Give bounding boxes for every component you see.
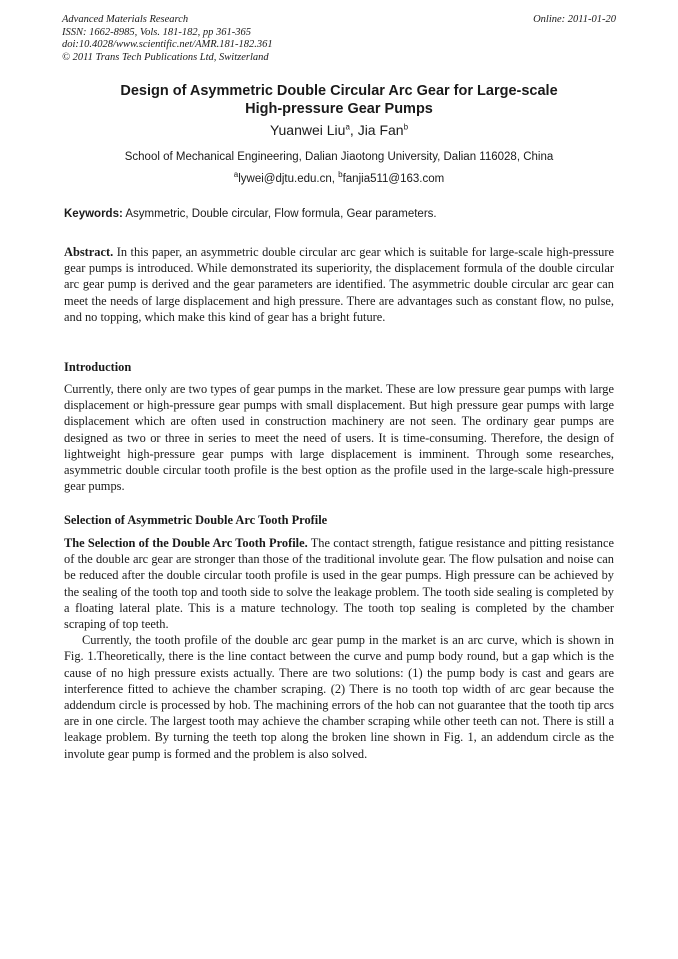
affiliation: School of Mechanical Engineering, Dalian Jiaotong University, Dalian 116028, China [124, 151, 554, 163]
keywords [64, 208, 616, 220]
email-a: lywei@djtu.edu.cn, [238, 173, 339, 185]
selection-para-2: Currently, the tooth profile of the double arc gear pump in the market is an arc curve, which is shown in Fig. 1.Theoretically, there is the line contact between the curve and pump body round, but a gap which is the cause of no high pressure exists actually. There are two solutions: (1) the pump body is cast and gears are interference fitted to achieve the chamber scraping. (2) There is no tooth top width of arc gear because the addendum circle is processed by hob. The machining errors of the hob can not guarantee that the tooth tip arcs are in one circle. The largest tooth may achieve the chamber scraping while other teeth can not. There is still a leakage problem. By turning the teeth top along the broken line shown in Fig. 1, an addendum circle as the involute gear pump is formed and the problem is also solved. [64, 633, 614, 761]
author-2-sup: b [403, 122, 409, 132]
issn-line: ISSN: 1662-8985, Vols. 181-182, pp 361-365 [62, 26, 251, 38]
email-b-sup: b [338, 170, 343, 180]
introduction-heading: Introduction [64, 360, 132, 374]
keywords-label: Keywords: [64, 208, 123, 220]
title-line-2: High-pressure Gear Pumps [245, 101, 433, 117]
journal-header [62, 14, 616, 64]
online-date: Online: 2011-01-20 [533, 14, 616, 25]
abstract-text: In this paper, an asymmetric double circular arc gear which is suitable for large-scale high-pressure gear pumps is introduced. While demonstrated its superiority, the displacement formula of the double circular arc gear pump is derived and the gear parameters are identified. The asymmetric double circular arc gear can meet the needs of large displacement and high pressure. There are advantages such as constant flow, no pulse, and no topping, which make this kind of gear has a bright future. [64, 245, 614, 324]
selection-body [64, 535, 614, 762]
author-1-sup: a [345, 122, 350, 132]
title-line-1: Design of Asymmetric Double Circular Arc Gear for Large-scale [120, 83, 558, 99]
selection-para-1-text: The contact strength, fatigue resistance and pitting resistance of the double arc gear are stronger than those of the traditional involute gear. The flow pulsation and noise can be reduced after the double circular tooth profile is used in the gear pumps. High pressure can be achieved by the sealing of the tooth top and tooth side to solve the leakage problem. The tooth side sealing is completed by a floating lateral plate. This is a mature technology. The tooth top sealing is completed by the chamber scraping of top teeth. [64, 536, 614, 632]
author-separator: , [349, 122, 358, 138]
abstract-label: Abstract. [64, 245, 114, 259]
introduction-text: Currently, there only are two types of gear pumps in the market. These are low pressure gear pumps with large displacement or high-pressure gear pumps with small displacement. But high pressure gear pumps with large displacement which are often used in construction machinery are not seen. The ordinary gear pumps are designed as two or three in series to meet the need of users. It is time-consuming. Therefore, the design of lightweight high-pressure gear pumps with large displacement is imminent. Through some researches, asymmetric double circular tooth profile is the best option as the profile used in the large-scale high-pressure gear pumps. [64, 382, 614, 494]
abstract [64, 244, 614, 325]
journal-name: Advanced Materials Research [62, 14, 189, 25]
author-2: Jia Fan [357, 122, 404, 138]
selection-para-1-label: The Selection of the Double Arc Tooth Profile. [64, 536, 308, 550]
selection-para-1 [64, 535, 614, 632]
email-a-sup: a [233, 170, 239, 180]
selection-heading: Selection of Asymmetric Double Arc Tooth Profile [64, 513, 328, 527]
copyright-line: © 2011 Trans Tech Publications Ltd, Switzerland [62, 51, 269, 63]
introduction-body [64, 381, 614, 494]
email-b: fanjia511@163.com [342, 173, 445, 185]
author-list [0, 122, 678, 138]
keywords-text: Asymmetric, Double circular, Flow formula, Gear parameters. [122, 208, 437, 220]
doi-line: doi:10.4028/www.scientific.net/AMR.181-182.361 [62, 39, 273, 50]
email-line [0, 170, 678, 185]
author-1: Yuanwei Liu [269, 122, 346, 138]
paper-title [40, 82, 638, 118]
